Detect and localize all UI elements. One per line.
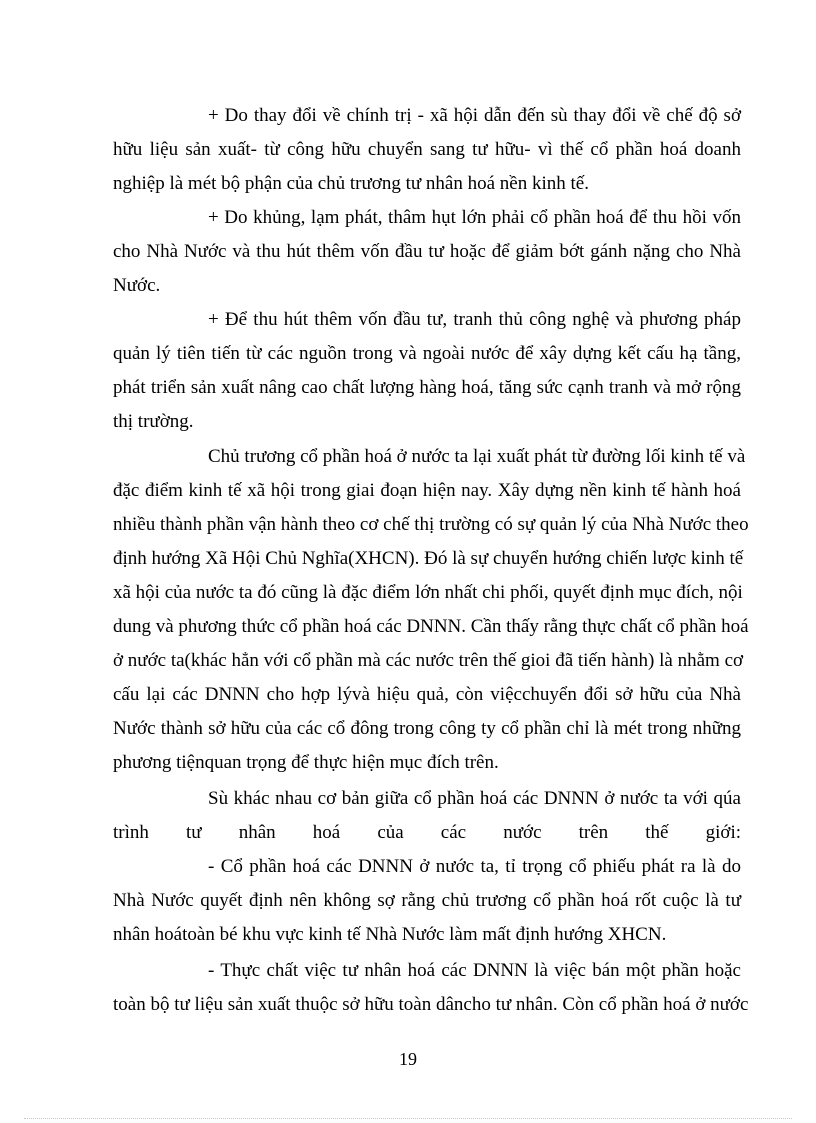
page-bottom-edge bbox=[24, 1118, 792, 1119]
text-line: nhân hoátoàn bé khu vực kinh tế Nhà Nước làm mất định hướng XHCN. bbox=[113, 924, 667, 945]
text-line: + Do khủng, lạm phát, thâm hụt lớn phải cổ phần hoá để thu hồi vốn bbox=[208, 207, 741, 228]
text-line: thị trường. bbox=[113, 411, 194, 432]
text-line: Sù khác nhau cơ bản giữa cổ phần hoá các DNNN ở nước ta với qúa bbox=[208, 788, 741, 809]
text-line: Nước. bbox=[113, 275, 161, 296]
text-line: trình tư nhân hoá của các nước trên thế giới: bbox=[113, 822, 741, 843]
text-line: - Cổ phần hoá các DNNN ở nước ta, tỉ trọng cổ phiếu phát ra là do bbox=[208, 856, 741, 877]
text-line: quản lý tiên tiến từ các nguồn trong và ngoài nước để xây dựng kết cấu hạ tầng, bbox=[113, 343, 741, 364]
text-line: nhiều thành phần vận hành theo cơ chế thị trường có sự quản lý của Nhà Nước theo bbox=[113, 514, 749, 535]
text-line: toàn bộ tư liệu sản xuất thuộc sở hữu toàn dâncho tư nhân. Còn cổ phần hoá ở nước bbox=[113, 994, 749, 1015]
text-line: hữu liệu sản xuất- từ công hữu chuyển sang tư hữu- vì thế cổ phần hoá doanh bbox=[113, 139, 741, 160]
text-line: cấu lại các DNNN cho hợp lývà hiệu quả, còn việcchuyển đổi sở hữu của Nhà bbox=[113, 684, 741, 705]
text-line: ở nước ta(khác hẳn với cổ phần mà các nước trên thế gioi đã tiến hành) là nhằm cơ bbox=[113, 650, 744, 671]
text-line: Nhà Nước quyết định nên không sợ rằng chủ trương cổ phần hoá rốt cuộc là tư bbox=[113, 890, 741, 911]
text-line: - Thực chất việc tư nhân hoá các DNNN là việc bán một phần hoặc bbox=[208, 960, 741, 981]
text-line: + Để thu hút thêm vốn đầu tư, tranh thủ công nghệ và phương pháp bbox=[208, 309, 741, 330]
text-line: cho Nhà Nước và thu hút thêm vốn đầu tư hoặc để giảm bớt gánh nặng cho Nhà bbox=[113, 241, 741, 262]
text-line: phương tiệnquan trọng để thực hiện mục đích trên. bbox=[113, 752, 499, 773]
text-line: + Do thay đổi về chính trị - xã hội dẫn đến sù thay đổi về chế độ sở bbox=[208, 105, 741, 126]
text-line: nghiệp là mét bộ phận của chủ trương tư nhân hoá nền kinh tế. bbox=[113, 173, 589, 194]
page-number: 19 bbox=[399, 1049, 417, 1069]
text-line: đặc điểm kinh tế xã hội trong giai đoạn hiện nay. Xây dựng nền kinh tế hành hoá bbox=[113, 480, 741, 501]
text-line: xã hội của nước ta đó cũng là đặc điểm lớn nhất chi phối, quyết định mục đích, nội bbox=[113, 582, 743, 603]
text-line: Nước thành sở hữu của các cổ đông trong công ty cổ phần chỉ là mét trong những bbox=[113, 718, 741, 739]
text-line: định hướng Xã Hội Chủ Nghĩa(XHCN). Đó là sự chuyển hướng chiến lược kinh tế bbox=[113, 548, 744, 569]
text-line: phát triển sản xuất nâng cao chất lượng hàng hoá, tăng sức cạnh tranh và mở rộng bbox=[113, 377, 741, 398]
text-line: Chủ trương cổ phần hoá ở nước ta lại xuất phát từ đường lối kinh tế và bbox=[208, 446, 746, 467]
text-line: dung và phương thức cổ phần hoá các DNNN. Cần thấy rằng thực chất cổ phần hoá bbox=[113, 616, 749, 637]
